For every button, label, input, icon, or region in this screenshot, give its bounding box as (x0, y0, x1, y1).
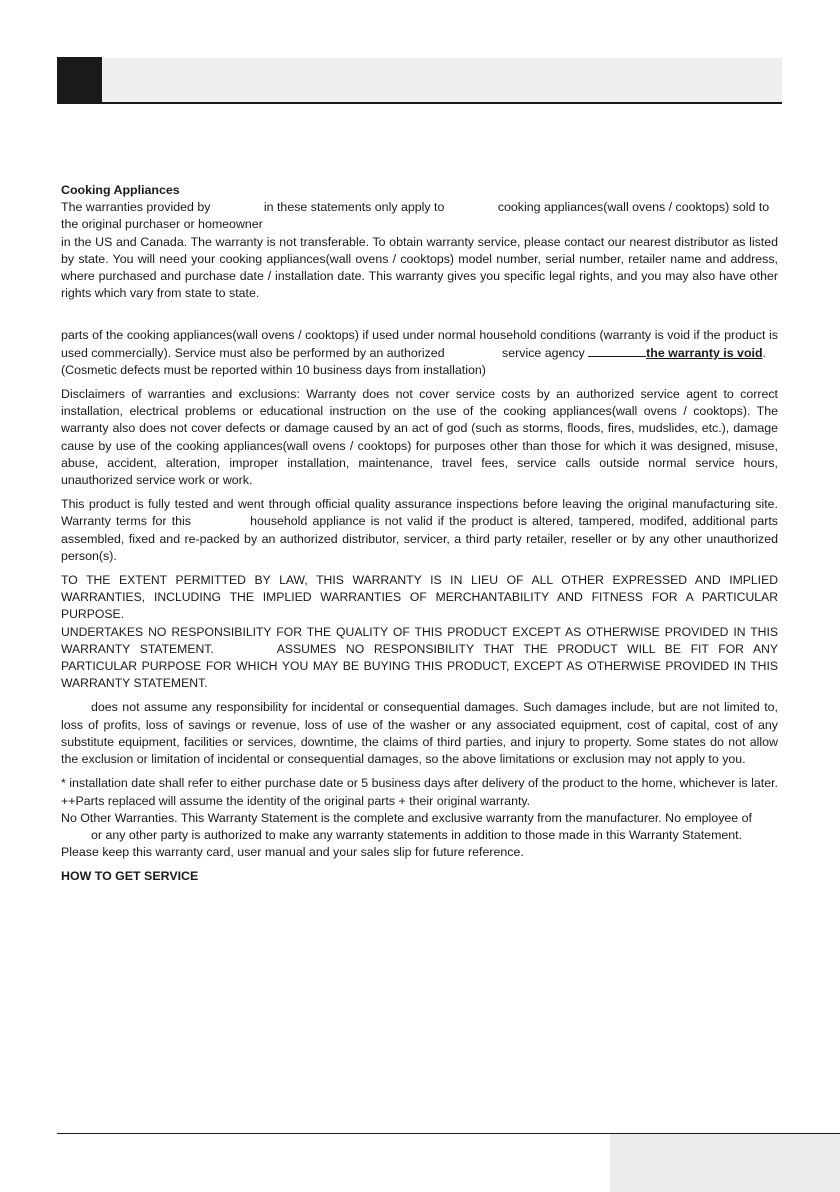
warranty-void-text: the warranty is void (646, 345, 763, 360)
paragraph-parts: parts of the cooking appliances(wall ovens / cooktops) if used under normal household conditions (warranty is void if the product is used commercially). Service must also be performed by an authorized service agency the warranty is void. (Cosmetic defects must be reported within 10 business days from installation) (61, 328, 778, 377)
paragraph-damages: does not assume any responsibility for incidental or consequential damages. Such damages include, but are not limited to, loss of profits, loss of savings or revenue, loss of use of the washer or any associated equipment, cost of capital, cost of any substitute equipment, facilities or services, downtime, the claims of third parties, and injury to property. Some states do not allow the exclusion or limitation of incidental or consequential damages, so the above limitations or exclusion may not apply to you. (61, 700, 778, 767)
paragraph-legal-caps: TO THE EXTENT PERMITTED BY LAW, THIS WARRANTY IS IN LIEU OF ALL OTHER EXPRESSED AND IMPLIED WARRANTIES, INCLUDING THE IMPLIED WARRANTIES OF MERCHANTABILITY AND FITNESS FOR A PARTICULAR PURPOSE. UNDERTAKES NO RESPONSIBILITY FOR THE QUALITY OF THIS PRODUCT EXCEPT AS OTHERWISE PROVIDED IN THIS WARRANTY STATEMENT. ASSUMES NO RESPONSIBILITY THAT THE PRODUCT WILL BE FIT FOR ANY PARTICULAR PURPOSE FOR WHICH YOU MAY BE BUYING THIS PRODUCT, EXCEPT AS OTHERWISE PROVIDED IN THIS WARRANTY STATEMENT. (61, 573, 779, 691)
page-header-bar (57, 58, 782, 104)
section-heading: Cooking Appliances (61, 183, 180, 197)
paragraph-quality: This product is fully tested and went through official quality assurance inspections before leaving the original manufacturing site. Warranty terms for this household appliance is not valid if the product is altered, tampered, modifed, additional parts assembled, fixed and re-packed by an authorized distributor, servicer, a third party retailer, reseller or by any other unauthorized person(s). (61, 497, 778, 563)
paragraph-scope: The warranties provided by in these statements only apply to cooking appliances(wall ovens / cooktops) sold to the original purchaser or homeowner (61, 200, 770, 232)
warranty-content (61, 182, 778, 886)
paragraph-transfer: in the US and Canada. The warranty is not transferable. To obtain warranty service, please contact our nearest distributor as listed by state. You will need your cooking appliances(wall ovens / cooktops) model number, serial number, retailer name and address, where purchased and purchase date / installation date. This warranty gives you specific legal rights, and you may also have other rights which vary from state to state. (61, 234, 778, 301)
note-keep-card: Please keep this warranty card, user manual and your sales slip for future reference. (61, 845, 524, 860)
note-no-other-warranties: No Other Warranties. This Warranty Statement is the complete and exclusive warranty from the manufacturer. No employee of or any other party is authorized to make any warranty statements in addition to those made in this Warranty Statement. (61, 810, 752, 842)
header-marker-square (57, 57, 102, 102)
paragraph-disclaimers: Disclaimers of warranties and exclusions: Warranty does not cover service costs by an authorized service agent to correct installation, electrical problems or educational instruction on the use of the cooking appliances(wall ovens / cooktops). The warranty also does not cover defects or damage caused by an act of god (such as storms, floods, fires, mudslides, etc.), damage cause by use of the cooking appliances(wall ovens / cooktops) for purposes other than those for which it was designed, misuse, abuse, accident, alteration, improper installation, maintenance, travel fees, service calls outside normal service hours, unauthorized service work or work. (61, 387, 778, 488)
note-parts-replaced: ++Parts replaced will assume the identity of the original parts + their original warranty. (61, 793, 531, 808)
note-installation-date: * installation date shall refer to either purchase date or 5 business days after delivery of the product to the home, whichever is later. (61, 776, 778, 791)
service-heading: HOW TO GET SERVICE (61, 869, 199, 884)
footer-page-box (610, 1134, 840, 1192)
